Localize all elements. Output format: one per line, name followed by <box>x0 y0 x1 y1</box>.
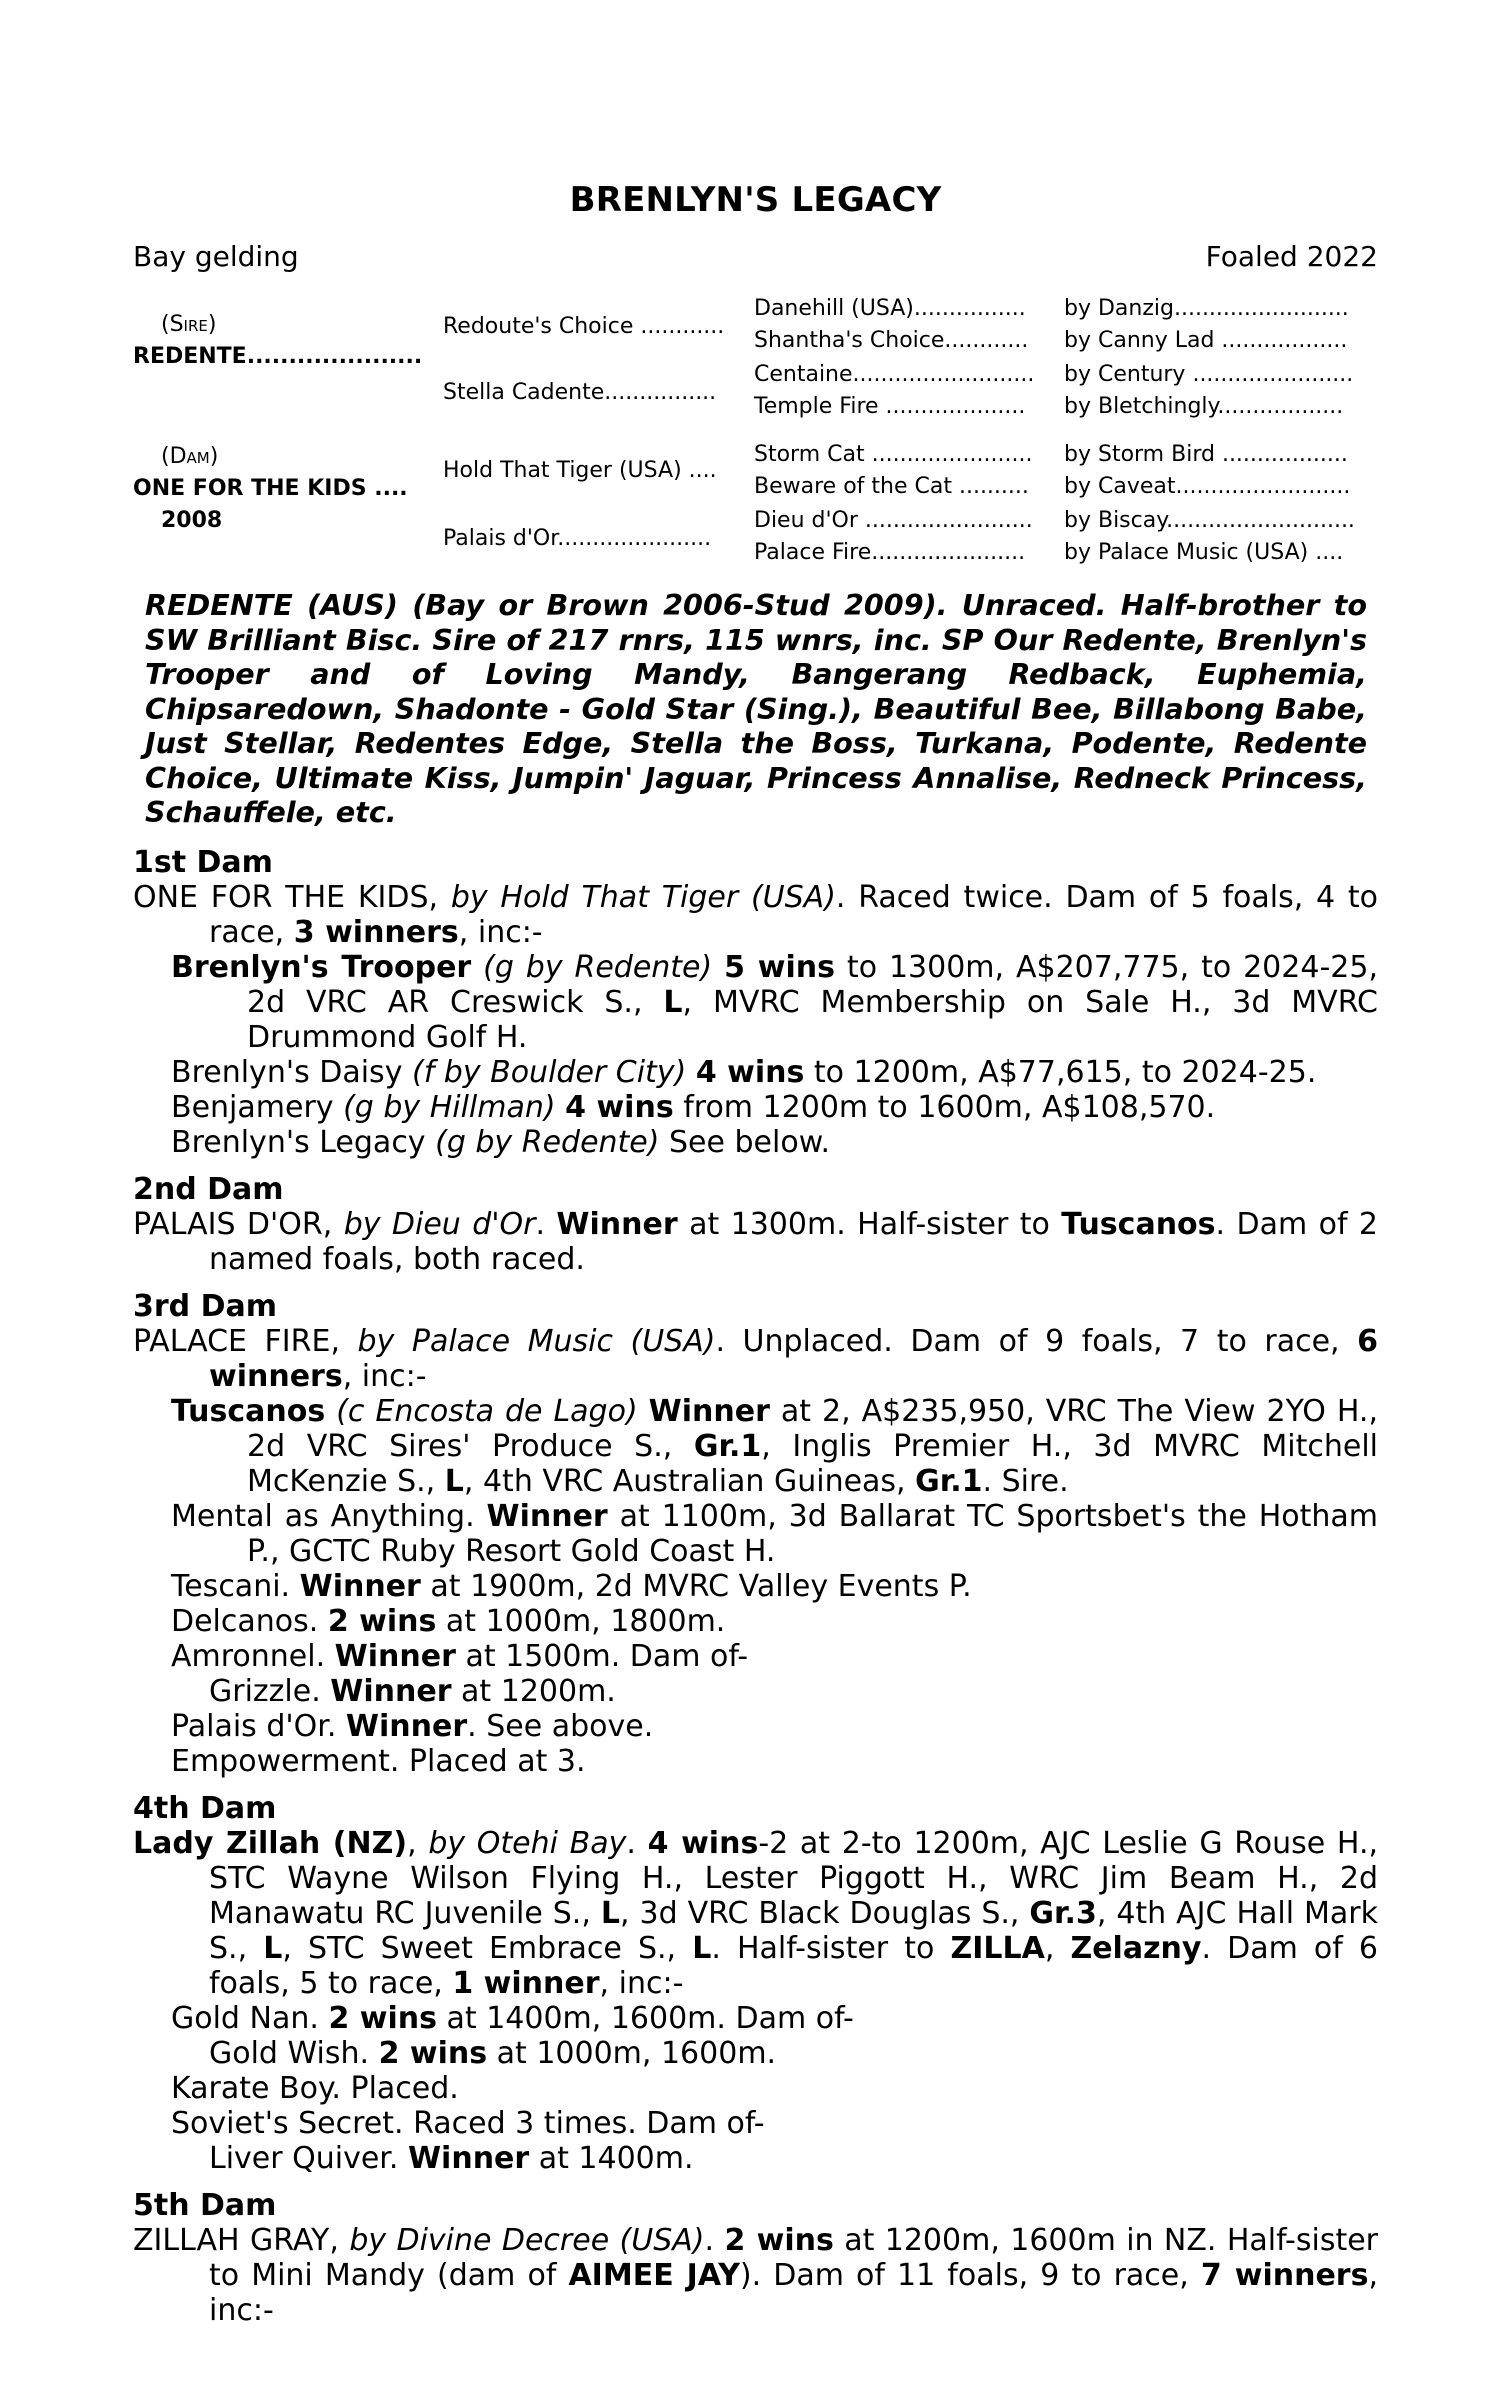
sire-name: REDENTE..................... <box>133 344 423 369</box>
g4-2: by Canny Lad .................. <box>1064 328 1348 353</box>
sire-dam: Stella Cadente................ <box>443 380 717 405</box>
foaled-year: Foaled 2022 <box>1205 240 1378 273</box>
g4-8: by Palace Music (USA) .... <box>1064 540 1344 565</box>
progeny-entry: Delcanos. 2 wins at 1000m, 1800m. <box>171 1604 726 1639</box>
sire-summary: REDENTE (AUS) (Bay or Brown 2006-Stud 2009). Unraced. Half-brother to SW Brilliant Bisc. Sire of 217 rnrs, 115 wnrs, inc. SP Our Redente, Brenlyn's Trooper and of Loving Mandy, Bangerang Redback, Euphemia, Chipsaredown, Shadonte - Gold Star (Sing.), Beautiful Bee, Billabong Babe, Just Stellar, Redentes Edge, Stella the Boss, Turkana, Podente, Redente Choice, Ultimate Kiss, Jumpin' Jaguar, Princess Annalise, Redneck Princess, Schauffele, etc. <box>145 588 1367 829</box>
pedigree-table <box>133 296 1378 586</box>
dam-tag: (Dam) <box>161 444 219 469</box>
g3-7: Dieu d'Or ........................ <box>754 508 1033 533</box>
dam-year: 2008 <box>161 508 223 533</box>
dam-entry: PALAIS D'OR, by Dieu d'Or. Winner at 1300m. Half-sister to Tuscanos. Dam of 2 named foals, both raced. <box>133 1207 1379 1277</box>
progeny-entry: Empowerment. Placed at 3. <box>171 1744 586 1779</box>
progeny-entry: Brenlyn's Daisy (f by Boulder City) 4 wins to 1200m, A$77,615, to 2024-25. <box>171 1055 1317 1090</box>
sire-tag: (Sire) <box>161 312 217 337</box>
progeny-entry: Brenlyn's Legacy (g by Redente) See below. <box>171 1125 831 1160</box>
dam-entry: ZILLAH GRAY, by Divine Decree (USA). 2 wins at 1200m, 1600m in NZ. Half-sister to Mini Mandy (dam of AIMEE JAY). Dam of 11 foals, 9 to race, 7 winners, inc:- <box>133 2223 1379 2328</box>
progeny-entry: Karate Boy. Placed. <box>171 2071 459 2106</box>
dam-entry: Lady Zillah (NZ), by Otehi Bay. 4 wins-2 at 2-to 1200m, AJC Leslie G Rouse H., STC Wayne Wilson Flying H., Lester Piggott H., WRC Jim Beam H., 2d Manawatu RC Juvenile S., L, 3d VRC Black Douglas S., Gr.3, 4th AJC Hall Mark S., L, STC Sweet Embrace S., L. Half-sister to ZILLA, Zelazny. Dam of 6 foals, 5 to race, 1 winner, inc:- <box>133 1826 1379 2001</box>
g4-4: by Bletchingly.................. <box>1064 394 1344 419</box>
dam-heading: 4th Dam <box>133 1791 277 1826</box>
dam-heading: 2nd Dam <box>133 1172 284 1207</box>
dam-section <box>133 1172 1378 1277</box>
dam-lines <box>133 845 1378 2340</box>
g4-1: by Danzig......................... <box>1064 296 1349 321</box>
progeny-entry: Mental as Anything. Winner at 1100m, 3d Ballarat TC Sportsbet's the Hotham P., GCTC Ruby Resort Gold Coast H. <box>171 1499 1378 1569</box>
sire-sire: Redoute's Choice ............ <box>443 314 725 339</box>
dam-section <box>133 1289 1378 1779</box>
g4-7: by Biscay........................... <box>1064 508 1355 533</box>
g4-5: by Storm Bird .................. <box>1064 442 1348 467</box>
progeny-entry: Palais d'Or. Winner. See above. <box>171 1709 654 1744</box>
progeny-entry: Brenlyn's Trooper (g by Redente) 5 wins to 1300m, A$207,775, to 2024-25, 2d VRC AR Creswick S., L, MVRC Membership on Sale H., 3d MVRC Drummond Golf H. <box>171 950 1379 1055</box>
dam-heading: 3rd Dam <box>133 1289 277 1324</box>
dam-entry: ONE FOR THE KIDS, by Hold That Tiger (USA). Raced twice. Dam of 5 foals, 4 to race, 3 winners, inc:- <box>133 880 1378 950</box>
dam-sire: Hold That Tiger (USA) .... <box>443 458 717 483</box>
dam-dam: Palais d'Or...................... <box>443 526 712 551</box>
progeny-entry: Amronnel. Winner at 1500m. Dam of- <box>171 1639 749 1674</box>
progeny-entry: Gold Wish. 2 wins at 1000m, 1600m. <box>209 2036 777 2071</box>
g3-8: Palace Fire...................... <box>754 540 1026 565</box>
progeny-entry: Benjamery (g by Hillman) 4 wins from 1200m to 1600m, A$108,570. <box>171 1090 1216 1125</box>
progeny-entry: Tuscanos (c Encosta de Lago) Winner at 2, A$235,950, VRC The View 2YO H., 2d VRC Sires' Produce S., Gr.1, Inglis Premier H., 3d MVRC Mitchell McKenzie S., L, 4th VRC Australian Guineas, Gr.1. Sire. <box>171 1394 1379 1499</box>
dam-heading: 1st Dam <box>133 845 273 880</box>
progeny-entry: Gold Nan. 2 wins at 1400m, 1600m. Dam of- <box>171 2001 854 2036</box>
g3-3: Centaine.......................... <box>754 362 1035 387</box>
g3-5: Storm Cat ....................... <box>754 442 1033 467</box>
dam-entry: PALACE FIRE, by Palace Music (USA). Unplaced. Dam of 9 foals, 7 to race, 6 winners, inc:- <box>133 1324 1378 1394</box>
progeny-entry: Liver Quiver. Winner at 1400m. <box>209 2141 694 2176</box>
dam-heading: 5th Dam <box>133 2188 277 2223</box>
dam-section <box>133 845 1378 1160</box>
g3-6: Beware of the Cat .......... <box>754 474 1029 499</box>
g3-1: Danehill (USA)................ <box>754 296 1026 321</box>
g4-6: by Caveat......................... <box>1064 474 1351 499</box>
horse-sex: Bay gelding <box>133 240 299 273</box>
horse-name: BRENLYN'S LEGACY <box>569 180 942 220</box>
dam-section <box>133 1791 1378 2176</box>
progeny-entry: Tescani. Winner at 1900m, 2d MVRC Valley Events P. <box>171 1569 972 1604</box>
g3-4: Temple Fire .................... <box>754 394 1026 419</box>
progeny-entry: Grizzle. Winner at 1200m. <box>209 1674 616 1709</box>
g3-2: Shantha's Choice............ <box>754 328 1029 353</box>
dam-name: ONE FOR THE KIDS .... <box>133 476 408 501</box>
dam-section <box>133 2188 1378 2328</box>
g4-3: by Century ....................... <box>1064 362 1354 387</box>
progeny-entry: Soviet's Secret. Raced 3 times. Dam of- <box>171 2106 765 2141</box>
